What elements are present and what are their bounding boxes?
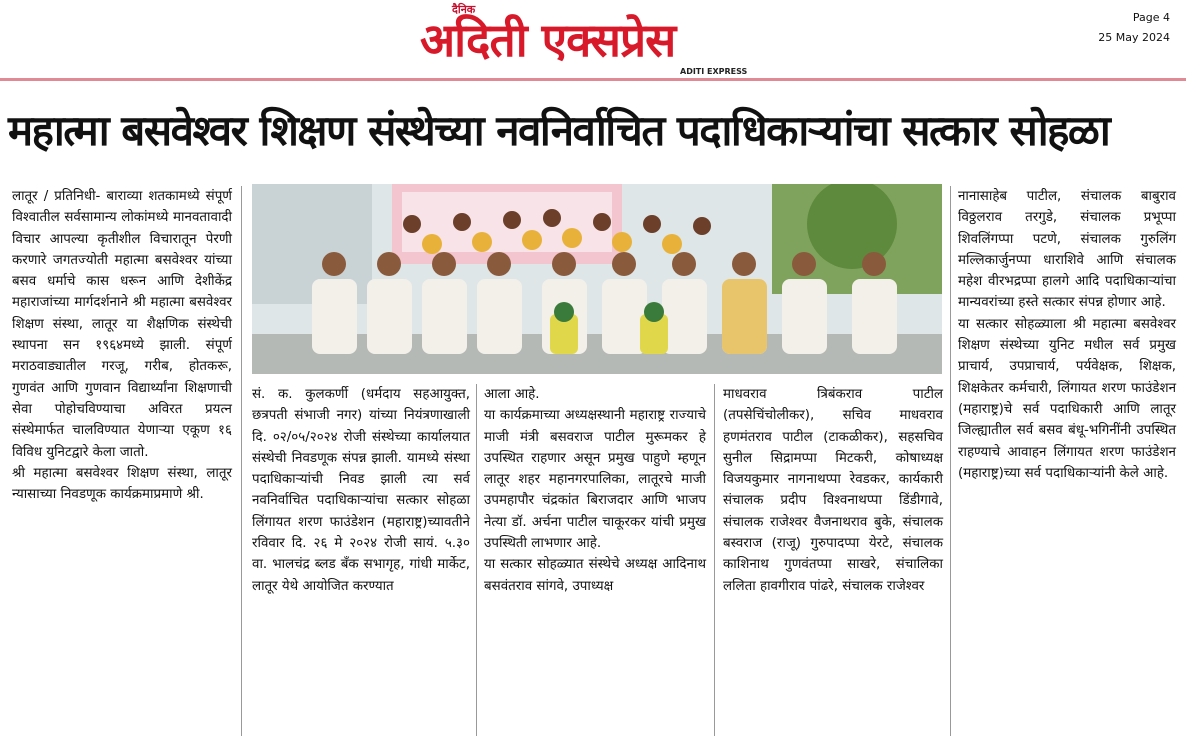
article-column-4: [723, 384, 943, 597]
article-column-2: [252, 384, 470, 597]
column-divider: [241, 186, 242, 736]
page-number: Page 4: [1132, 11, 1170, 24]
paragraph: आला आहे.: [484, 387, 540, 402]
group-photo-icon: [252, 184, 942, 374]
masthead-divider: [0, 78, 1186, 81]
column-divider: [950, 186, 951, 736]
paragraph: नानासाहेब पाटील, संचालक बाबुराव विठ्ठलराव तरगुडे, संचालक प्रभूप्पा शिवलिंगप्पा पटणे, संचालक गुरुलिंग मल्लिकार्जुनप्पा धाराशिवे आणि संचालक महेश वीरभद्रप्पा हालगे आदि पदाधिकाऱ्यांचा मान्यवरांच्या हस्ते सत्कार संपन्न होणार आहे.: [958, 189, 1176, 311]
masthead-daily-label: दैनिक: [452, 3, 476, 16]
column-divider: [714, 384, 715, 736]
page-date: 25 May 2024: [1098, 31, 1170, 44]
article-column-5: [958, 186, 1176, 484]
paragraph: लातूर / प्रतिनिधी- बाराव्या शतकामध्ये संपूर्ण विश्वातील सर्वसामान्य लोकांमध्ये मानवतावादी विचार आपल्या कृतीशील विचारातून पेरणी करणारे जगतज्योती महात्मा बसवेश्वर यांच्या बसव धर्माचे कास धरून आणि देशीकेंद्र महाराजांच्या मार्गदर्शनाने श्री महात्मा बसवेश्वर शिक्षण संस्था, लातूर या शैक्षणिक संस्थेची स्थापना सन १९६४मध्ये झाली. संपूर्ण मराठवाड्यातील गरजू, गरीब, होतकरू, गुणवंत आणि गुणवान विद्यार्थ्यांना शिक्षणाची सेवा पोहोचविण्याचा अविरत प्रयत्न संस्थेमार्फत चालविण्यात येणाऱ्या एकूण १६ विविध युनिटद्वारे केला जातो.: [12, 189, 232, 460]
paragraph: या सत्कार सोहळ्यात संस्थेचे अध्यक्ष आदिनाथ बसवंतराव सांगवे, उपाध्यक्ष: [484, 557, 706, 594]
masthead: [0, 0, 1186, 82]
masthead-subtitle: ADITI EXPRESS: [680, 67, 748, 76]
article-column-1: [12, 186, 232, 505]
paragraph: सं. क. कुलकर्णी (धर्मदाय सहआयुक्त, छत्रपती संभाजी नगर) यांच्या नियंत्रणाखाली दि. ०२/०५/२०२४ रोजी संस्थेच्या कार्यालयात संस्थेची निवडणूक संपन्न झाली. यामध्ये संस्था पदाधिकाऱ्यांची निवड झाली त्या सर्व नवनिर्वाचित पदाधिकाऱ्यांचा सत्कार सोहळा लिंगायत शरण फाउंडेशन (महाराष्ट्र)च्यावतीने रविवार दि. २६ मे २०२४ रोजी सायं. ५.३० वा. भालचंद्र ब्लड बँक सभागृह, गांधी मार्केट, लातूर येथे आयोजित करण्यात: [252, 387, 470, 594]
paragraph: श्री महात्मा बसवेश्वर शिक्षण संस्था, लातूर न्यासाच्या निवडणूक कार्यक्रमाप्रमाणे श्री.: [12, 465, 232, 503]
paragraph: या सत्कार सोहळ्याला श्री महात्मा बसवेश्वर शिक्षण संस्थेच्या युनिट मधील सर्व प्रमुख प्राचार्य, उपप्राचार्य, पर्यवेक्षक, शिक्षक, शिक्षकेतर कर्मचारी, लिंगायत शरण फाउंडेशन (महाराष्ट्र)चे सर्व पदाधिकारी आणि लातूर जिल्ह्यातील सर्व बसव बंधू-भगिनींनी उपस्थित राहण्याचे आवाहन लिंगायत शरण फाउंडेशन (महाराष्ट्र)च्या सर्व पदाधिकाऱ्यांनी केले आहे.: [958, 316, 1176, 481]
masthead-title: अदिती एक्सप्रेस: [420, 13, 676, 67]
article-column-3: [484, 384, 706, 597]
paragraph: या कार्यक्रमाच्या अध्यक्षस्थानी महाराष्ट्र राज्याचे माजी मंत्री बसवराज पाटील मुरूमकर हे उपस्थित राहणार असून प्रमुख पाहुणे म्हणून लातूर शहर महानगरपालिका, लातूरचे माजी उपमहापौर चंद्रकांत बिराजदार आणि भाजप नेत्या डॉ. अर्चना पाटील चाकूरकर यांची प्रमुख उपस्थिती लाभणार आहे.: [484, 408, 706, 552]
page-info: [1098, 8, 1170, 48]
headline: महात्मा बसवेश्वर शिक्षण संस्थेच्या नवनिर्वाचित पदाधिकाऱ्यांचा सत्कार सोहळा: [8, 106, 1110, 155]
column-divider: [476, 384, 477, 736]
group-photo: [252, 184, 942, 374]
paragraph: माधवराव त्रिबंकराव पाटील (तपसेचिंचोलीकर), सचिव माधवराव हणमंतराव पाटील (टाकळीकर), सहसचिव सुनील सिद्रामप्पा मिटकरी, कोषाध्यक्ष विजयकुमार नागनाथप्पा रेवडकर, कार्यकारी संचालक प्रदीप विश्वनाथप्पा डिंडीगावे, संचालक राजेश्वर वैजनाथराव बुके, संचालक बस्वराज (राजू) गुरुपादप्पा येरटे, संचालक काशिनाथ गुणवंतप्पा साखरे, संचालिका ललिता हावगीराव पांढरे, संचालक राजेश्वर: [723, 387, 943, 594]
